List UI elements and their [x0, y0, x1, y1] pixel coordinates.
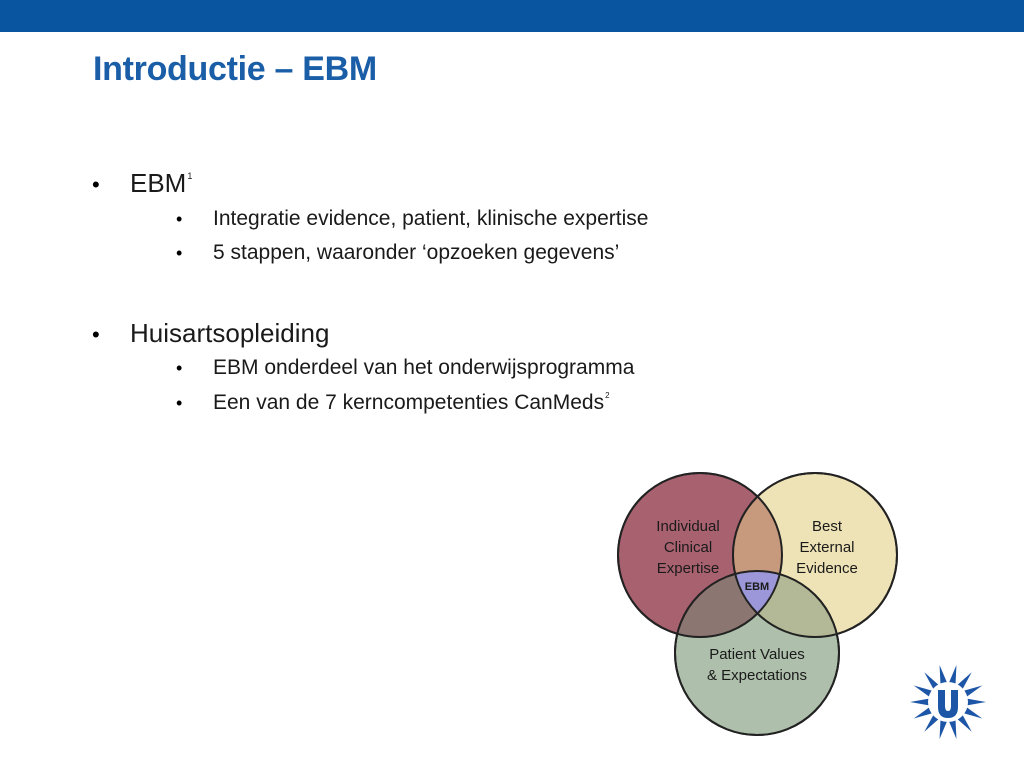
label-expertise-line3: Expertise — [656, 560, 720, 577]
university-utrecht-sun-logo-icon — [906, 660, 990, 744]
footnote-ref: 1 — [187, 171, 193, 181]
label-evidence-line2: External — [799, 539, 855, 556]
sub-bullet-icon: • — [176, 243, 183, 263]
sub-bullet-item: EBM onderdeel van het onderwijsprogramma — [213, 356, 635, 379]
label-ebm-center: EBM — [744, 581, 770, 593]
sub-bullet-icon: • — [176, 358, 183, 378]
bullet-heading-ebm — [130, 168, 192, 199]
label-evidence-line3: Evidence — [796, 560, 858, 577]
sun-ray — [910, 698, 930, 705]
sub-bullet-item: 5 stappen, waaronder ‘opzoeken gegevens’ — [213, 241, 620, 264]
footnote-ref: 2 — [605, 391, 610, 400]
label-expertise-line2: Clinical — [663, 539, 713, 556]
sub-bullet-icon: • — [176, 393, 183, 413]
bullet-icon: • — [92, 322, 100, 347]
sub-bullet-item: Integratie evidence, patient, klinische expertise — [213, 207, 649, 230]
label-evidence-line1: Best — [811, 518, 843, 535]
ebm-venn-diagram — [600, 460, 910, 750]
bullet-heading-text: Huisartsopleiding — [130, 318, 330, 348]
slide-title: Introductie – EBM — [93, 50, 377, 88]
bullet-icon: • — [92, 172, 100, 197]
bullet-heading-huisartsopleiding — [130, 318, 329, 349]
label-patient-line1: Patient Values — [709, 646, 805, 663]
sun-ray — [966, 698, 986, 705]
bullet-heading-text: EBM — [130, 168, 187, 198]
sub-bullet-item — [213, 391, 610, 415]
label-expertise-line1: Individual — [656, 518, 720, 535]
sub-bullet-text: Een van de 7 kerncompetenties CanMeds — [213, 391, 605, 414]
sub-bullet-icon: • — [176, 209, 183, 229]
label-patient-line2: & Expectations — [706, 667, 808, 684]
